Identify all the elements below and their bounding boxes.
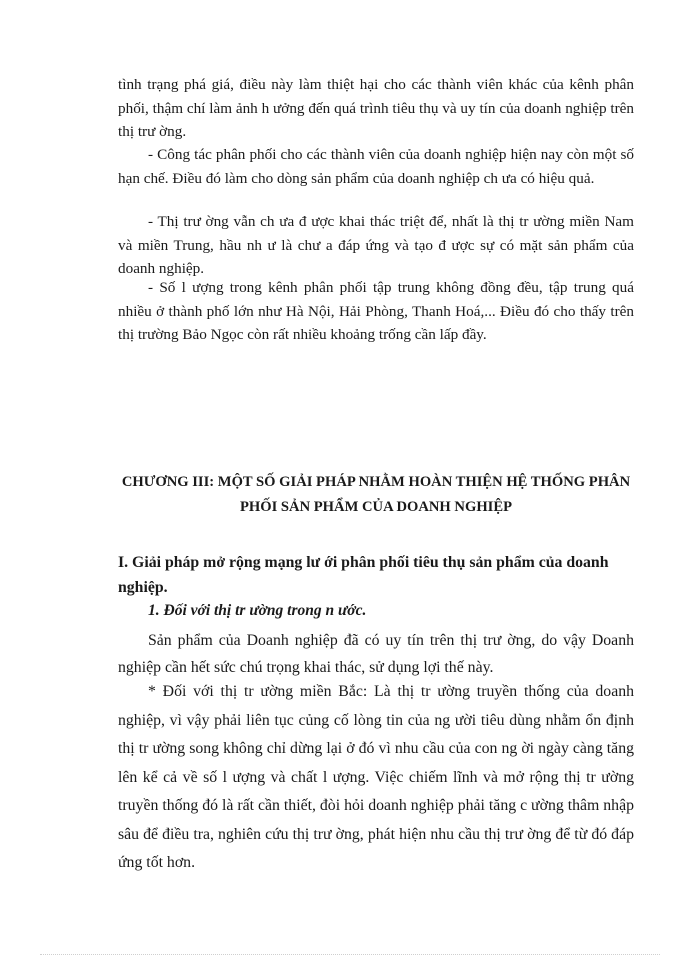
paragraph-northern-market: * Đối với thị tr ường miền Bắc: Là thị tr ường truyền thống của doanh nghiệp, vì vậy phải liên tục củng cố lòng tin của ng ười tiêu dùng nhằm ổn định thị tr ường song không chỉ dừng lại ở đó vì nhu cầu của con ng ời ngày càng tăng lên kể cả về số l ượng và chất l ượng. Việc chiếm lĩnh và mở rộng thị tr ường truyền thống đó là rất cần thiết, đòi hỏi doanh nghiệp phải tăng c ường thâm nhập sâu để điều tra, nghiên cứu thị trư ờng, phát hiện nhu cầu thị trư ờng để từ đó đáp ứng tốt hơn. [118,683,634,871]
paragraph-continuation: tình trạng phá giá, điều này làm thiệt hại cho các thành viên khác của kênh phân phối, thậm chí làm ảnh h ưởng đến quá trình tiêu thụ và uy tín của doanh nghiệp trên thị trư ờng. [118,76,634,140]
section-heading: I. Giải pháp mở rộng mạng lư ới phân phối tiêu thụ sản phẩm của doanh nghiệp. [118,554,609,596]
chapter-title: CHƯƠNG III: MỘT SỐ GIẢI PHÁP NHẰM HOÀN THIỆN HỆ THỐNG PHÂN PHỐI SẢN PHẨM CỦA DOANH NGHIỆP [121,474,631,515]
subsection-heading: 1. Đối với thị tr ường trong n ước. [148,602,367,619]
paragraph-bullet-2: - Thị trư ờng vẫn ch ưa đ ược khai thác triệt để, nhất là thị tr ường miền Nam và miền Trung, hầu nh ư là chư a đáp ứng và tạo đ ược sự có mặt sản phẩm của doanh nghiệp. [118,213,634,277]
page-footer-divider [40,954,660,955]
paragraph-domestic-intro: Sản phẩm của Doanh nghiệp đã có uy tín trên thị trư ờng, do vậy Doanh nghiệp cần hết sức chú trọng khai thác, sử dụng lợi thế này. [118,632,634,676]
paragraph-bullet-1: - Công tác phân phối cho các thành viên của doanh nghiệp hiện nay còn một số hạn chế. Điều đó làm cho dòng sản phẩm của doanh nghiệp ch ưa có hiệu quả. [118,146,634,187]
paragraph-bullet-3: - Số l ượng trong kênh phân phối tập trung không đồng đều, tập trung quá nhiều ở thành phố lớn như Hà Nội, Hải Phòng, Thanh Hoá,... Điều đó cho thấy trên thị trường Bảo Ngọc còn rất nhiều khoảng trống cần lấp đầy. [118,279,634,343]
